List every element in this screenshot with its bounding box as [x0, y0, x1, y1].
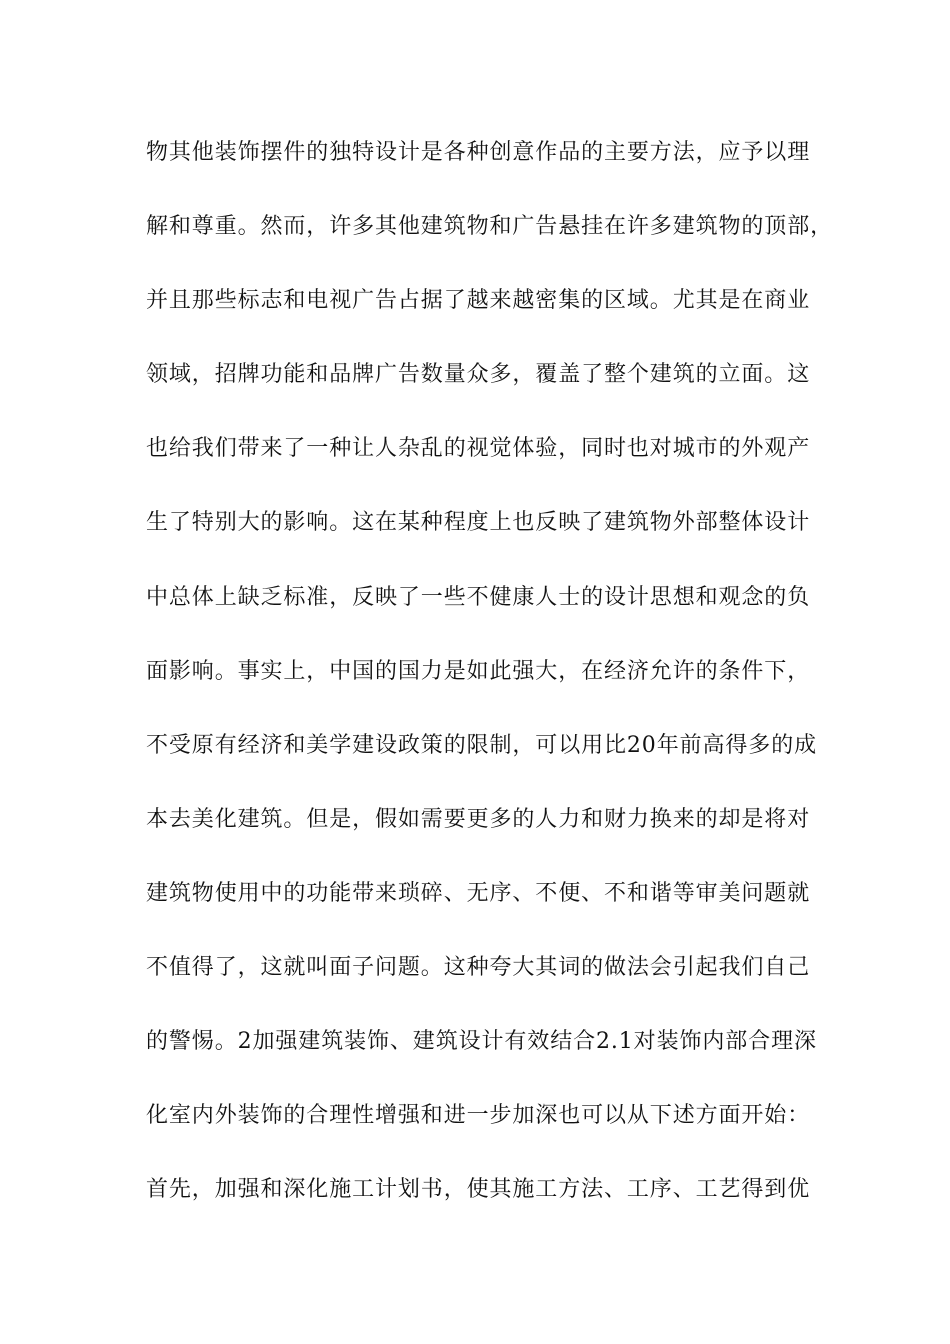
- text-line: 中总体上缺乏标准，反映了一些不健康人士的设计思想和观念的负: [146, 584, 811, 610]
- text-line: 生了特别大的影响。这在某种程度上也反映了建筑物外部整体设计: [146, 510, 811, 536]
- text-line: 并且那些标志和电视广告占据了越来越密集的区域。尤其是在商业: [146, 288, 811, 314]
- text-line: 不受原有经济和美学建设政策的限制，可以用比20年前高得多的成: [146, 732, 817, 758]
- text-line: 首先，加强和深化施工计划书，使其施工方法、工序、工艺得到优: [146, 1177, 811, 1203]
- text-line: 不值得了，这就叫面子问题。这种夸大其词的做法会引起我们自己: [146, 955, 811, 981]
- text-line: 本去美化建筑。但是，假如需要更多的人力和财力换来的却是将对: [146, 806, 811, 832]
- text-line: 化室内外装饰的合理性增强和进一步加深也可以从下述方面开始：: [146, 1103, 811, 1129]
- text-line: 物其他装饰摆件的独特设计是各种创意作品的主要方法，应予以理: [146, 140, 811, 165]
- body-text: [146, 128, 834, 1239]
- text-line: 建筑物使用中的功能带来琐碎、无序、不便、不和谐等审美问题就: [146, 880, 811, 906]
- text-line: 的警惕。2加强建筑装饰、建筑设计有效结合2.1对装饰内部合理深: [146, 1029, 817, 1055]
- text-line: 解和尊重。然而，许多其他建筑物和广告悬挂在许多建筑物的顶部，: [146, 214, 834, 240]
- text-line: 面影响。事实上，中国的国力是如此强大，在经济允许的条件下，: [146, 658, 811, 684]
- text-line: 领域，招牌功能和品牌广告数量众多，覆盖了整个建筑的立面。这: [146, 362, 811, 388]
- text-line: 也给我们带来了一种让人杂乱的视觉体验，同时也对城市的外观产: [146, 436, 811, 462]
